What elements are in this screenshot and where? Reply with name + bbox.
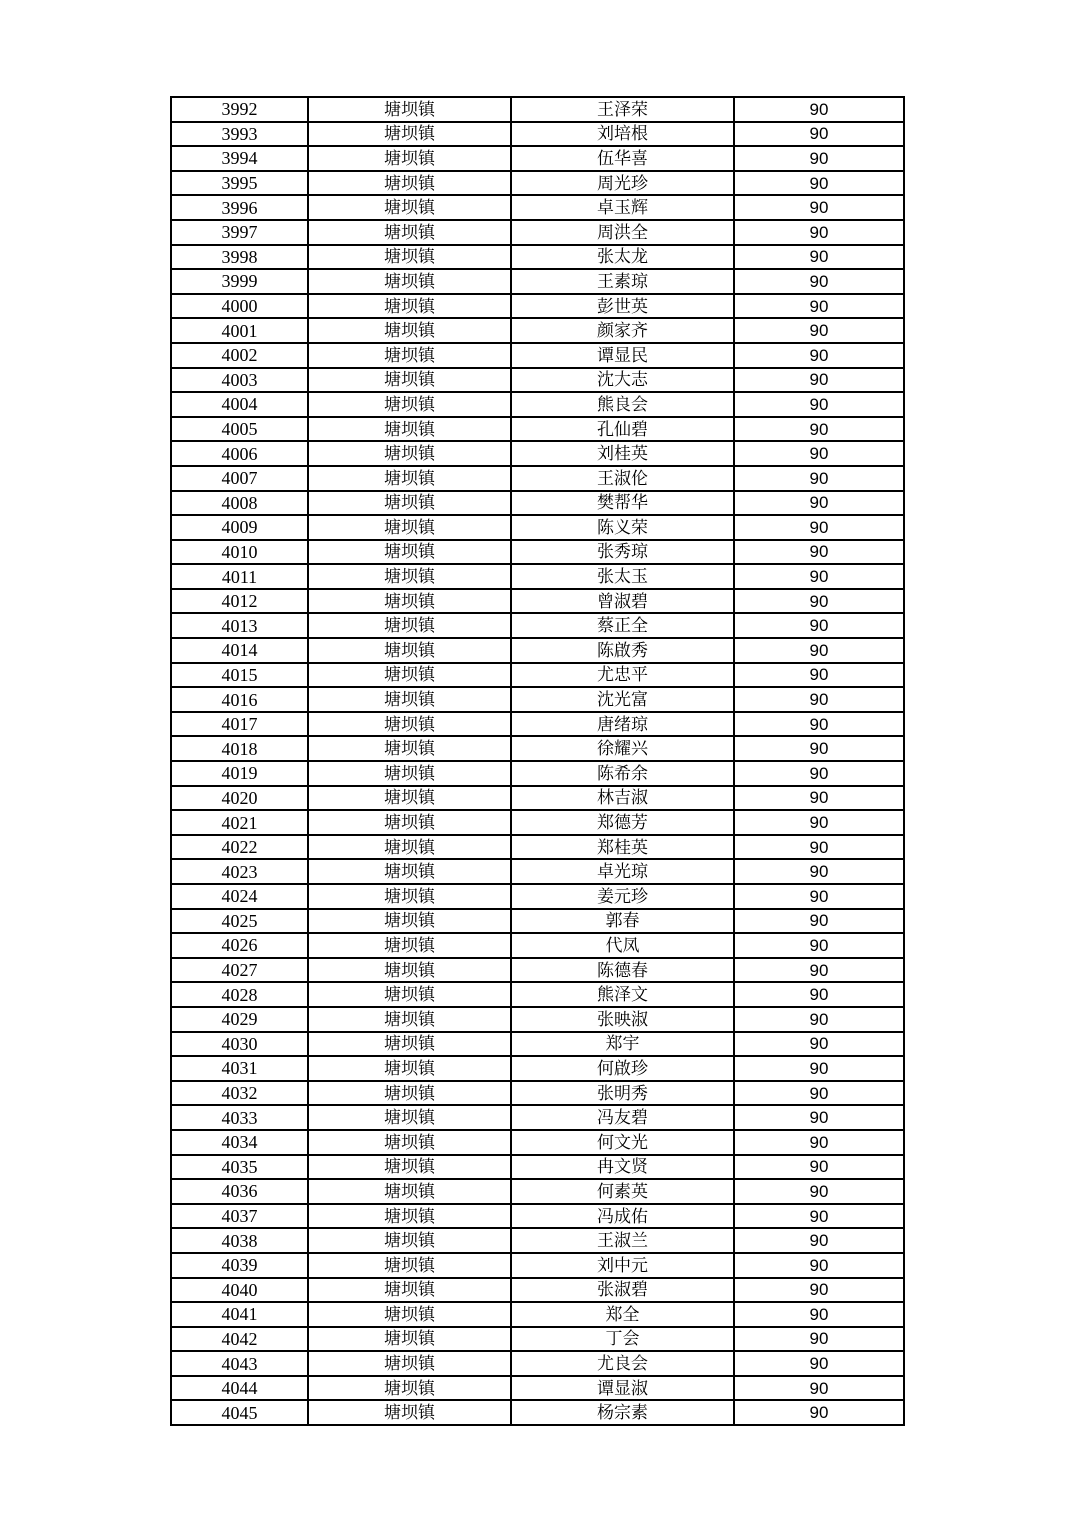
table-row (171, 1302, 904, 1327)
cell-name: 曾淑碧 (511, 589, 734, 614)
cell-serial: 4003 (171, 368, 308, 393)
cell-score: 90 (734, 515, 904, 540)
cell-name: 刘培根 (511, 122, 734, 147)
cell-serial: 3999 (171, 269, 308, 294)
cell-score: 90 (734, 638, 904, 663)
table-row (171, 835, 904, 860)
cell-score: 90 (734, 884, 904, 909)
cell-serial: 4020 (171, 786, 308, 811)
cell-name: 张明秀 (511, 1081, 734, 1106)
cell-name: 谭显民 (511, 343, 734, 368)
cell-serial: 3997 (171, 220, 308, 245)
cell-serial: 4014 (171, 638, 308, 663)
cell-name: 周洪全 (511, 220, 734, 245)
table-row (171, 269, 904, 294)
cell-score: 90 (734, 1179, 904, 1204)
cell-name: 郑桂英 (511, 835, 734, 860)
cell-score: 90 (734, 1081, 904, 1106)
table-row (171, 884, 904, 909)
cell-name: 陈希余 (511, 761, 734, 786)
cell-serial: 4033 (171, 1105, 308, 1130)
cell-town: 塘坝镇 (308, 589, 511, 614)
cell-serial: 4036 (171, 1179, 308, 1204)
cell-score: 90 (734, 294, 904, 319)
cell-serial: 4045 (171, 1400, 308, 1425)
cell-town: 塘坝镇 (308, 1204, 511, 1229)
cell-serial: 4029 (171, 1007, 308, 1032)
cell-town: 塘坝镇 (308, 1302, 511, 1327)
table-row (171, 1228, 904, 1253)
cell-name: 蔡正全 (511, 613, 734, 638)
cell-town: 塘坝镇 (308, 491, 511, 516)
cell-name: 张太龙 (511, 245, 734, 270)
cell-serial: 4009 (171, 515, 308, 540)
cell-score: 90 (734, 810, 904, 835)
cell-name: 陈啟秀 (511, 638, 734, 663)
table-row (171, 909, 904, 934)
cell-serial: 4032 (171, 1081, 308, 1106)
cell-town: 塘坝镇 (308, 663, 511, 688)
table-row (171, 1327, 904, 1352)
cell-name: 卓光琼 (511, 859, 734, 884)
cell-score: 90 (734, 786, 904, 811)
table-row (171, 687, 904, 712)
cell-town: 塘坝镇 (308, 982, 511, 1007)
cell-name: 彭世英 (511, 294, 734, 319)
cell-serial: 4026 (171, 933, 308, 958)
cell-score: 90 (734, 1155, 904, 1180)
cell-town: 塘坝镇 (308, 835, 511, 860)
cell-town: 塘坝镇 (308, 392, 511, 417)
cell-town: 塘坝镇 (308, 786, 511, 811)
cell-serial: 4017 (171, 712, 308, 737)
cell-serial: 4008 (171, 491, 308, 516)
cell-serial: 4019 (171, 761, 308, 786)
cell-score: 90 (734, 318, 904, 343)
cell-town: 塘坝镇 (308, 859, 511, 884)
cell-name: 张秀琼 (511, 540, 734, 565)
cell-serial: 4002 (171, 343, 308, 368)
cell-serial: 4001 (171, 318, 308, 343)
table-row (171, 491, 904, 516)
table-row (171, 540, 904, 565)
table-row (171, 392, 904, 417)
cell-score: 90 (734, 1302, 904, 1327)
cell-name: 郑全 (511, 1302, 734, 1327)
cell-name: 张映淑 (511, 1007, 734, 1032)
cell-score: 90 (734, 613, 904, 638)
cell-score: 90 (734, 269, 904, 294)
cell-score: 90 (734, 958, 904, 983)
cell-name: 尤忠平 (511, 663, 734, 688)
table-row (171, 441, 904, 466)
cell-serial: 4038 (171, 1228, 308, 1253)
cell-score: 90 (734, 1032, 904, 1057)
cell-town: 塘坝镇 (308, 638, 511, 663)
table-row (171, 1351, 904, 1376)
table-row (171, 195, 904, 220)
table-row (171, 1007, 904, 1032)
cell-town: 塘坝镇 (308, 1179, 511, 1204)
table-row (171, 368, 904, 393)
table-row (171, 294, 904, 319)
cell-serial: 4025 (171, 909, 308, 934)
cell-town: 塘坝镇 (308, 146, 511, 171)
cell-town: 塘坝镇 (308, 712, 511, 737)
cell-serial: 4018 (171, 736, 308, 761)
cell-score: 90 (734, 933, 904, 958)
cell-name: 周光珍 (511, 171, 734, 196)
cell-name: 谭显淑 (511, 1376, 734, 1401)
cell-score: 90 (734, 1130, 904, 1155)
cell-town: 塘坝镇 (308, 368, 511, 393)
cell-name: 刘中元 (511, 1253, 734, 1278)
cell-town: 塘坝镇 (308, 269, 511, 294)
cell-town: 塘坝镇 (308, 1351, 511, 1376)
cell-town: 塘坝镇 (308, 1105, 511, 1130)
table-row (171, 1056, 904, 1081)
cell-name: 杨宗素 (511, 1400, 734, 1425)
cell-score: 90 (734, 1278, 904, 1303)
table-row (171, 1376, 904, 1401)
cell-serial: 4028 (171, 982, 308, 1007)
table-row (171, 1032, 904, 1057)
cell-name: 林吉淑 (511, 786, 734, 811)
cell-town: 塘坝镇 (308, 318, 511, 343)
cell-town: 塘坝镇 (308, 540, 511, 565)
cell-serial: 3992 (171, 97, 308, 122)
cell-score: 90 (734, 491, 904, 516)
cell-score: 90 (734, 122, 904, 147)
cell-name: 王泽荣 (511, 97, 734, 122)
cell-name: 王淑兰 (511, 1228, 734, 1253)
table-row (171, 1155, 904, 1180)
cell-score: 90 (734, 982, 904, 1007)
cell-name: 张淑碧 (511, 1278, 734, 1303)
cell-name: 刘桂英 (511, 441, 734, 466)
table-row (171, 786, 904, 811)
table-row (171, 613, 904, 638)
cell-town: 塘坝镇 (308, 761, 511, 786)
cell-score: 90 (734, 146, 904, 171)
cell-name: 沈大志 (511, 368, 734, 393)
cell-name: 何文光 (511, 1130, 734, 1155)
cell-town: 塘坝镇 (308, 1007, 511, 1032)
cell-town: 塘坝镇 (308, 958, 511, 983)
cell-serial: 4016 (171, 687, 308, 712)
table-row (171, 712, 904, 737)
cell-name: 陈义荣 (511, 515, 734, 540)
cell-score: 90 (734, 441, 904, 466)
cell-name: 姜元珍 (511, 884, 734, 909)
cell-town: 塘坝镇 (308, 564, 511, 589)
table-row (171, 982, 904, 1007)
table-row (171, 736, 904, 761)
cell-serial: 4024 (171, 884, 308, 909)
cell-name: 何啟珍 (511, 1056, 734, 1081)
cell-town: 塘坝镇 (308, 1155, 511, 1180)
cell-score: 90 (734, 97, 904, 122)
cell-score: 90 (734, 417, 904, 442)
cell-score: 90 (734, 859, 904, 884)
cell-score: 90 (734, 564, 904, 589)
table-row (171, 1130, 904, 1155)
table-row (171, 810, 904, 835)
table-row (171, 564, 904, 589)
cell-town: 塘坝镇 (308, 195, 511, 220)
cell-serial: 4022 (171, 835, 308, 860)
cell-serial: 4004 (171, 392, 308, 417)
cell-town: 塘坝镇 (308, 417, 511, 442)
cell-serial: 3998 (171, 245, 308, 270)
cell-name: 代凤 (511, 933, 734, 958)
cell-serial: 4010 (171, 540, 308, 565)
cell-serial: 4034 (171, 1130, 308, 1155)
roster-table (170, 96, 905, 1426)
table-row (171, 171, 904, 196)
table-row (171, 761, 904, 786)
cell-serial: 4044 (171, 1376, 308, 1401)
cell-score: 90 (734, 1253, 904, 1278)
cell-town: 塘坝镇 (308, 515, 511, 540)
cell-town: 塘坝镇 (308, 810, 511, 835)
table-row (171, 515, 904, 540)
cell-score: 90 (734, 835, 904, 860)
table-row (171, 245, 904, 270)
table-row (171, 933, 904, 958)
cell-score: 90 (734, 171, 904, 196)
cell-serial: 4000 (171, 294, 308, 319)
cell-serial: 3994 (171, 146, 308, 171)
cell-name: 何素英 (511, 1179, 734, 1204)
cell-name: 熊良会 (511, 392, 734, 417)
cell-score: 90 (734, 909, 904, 934)
cell-town: 塘坝镇 (308, 1400, 511, 1425)
cell-town: 塘坝镇 (308, 245, 511, 270)
cell-name: 郑德芳 (511, 810, 734, 835)
cell-name: 樊帮华 (511, 491, 734, 516)
cell-town: 塘坝镇 (308, 122, 511, 147)
cell-score: 90 (734, 195, 904, 220)
table-row (171, 1400, 904, 1425)
cell-town: 塘坝镇 (308, 884, 511, 909)
cell-serial: 4037 (171, 1204, 308, 1229)
cell-score: 90 (734, 343, 904, 368)
cell-score: 90 (734, 1376, 904, 1401)
table-row (171, 663, 904, 688)
cell-name: 唐绪琼 (511, 712, 734, 737)
cell-score: 90 (734, 220, 904, 245)
cell-town: 塘坝镇 (308, 294, 511, 319)
cell-serial: 4027 (171, 958, 308, 983)
cell-name: 郭春 (511, 909, 734, 934)
table-row (171, 220, 904, 245)
cell-serial: 4005 (171, 417, 308, 442)
cell-score: 90 (734, 1204, 904, 1229)
cell-serial: 4043 (171, 1351, 308, 1376)
cell-name: 张太玉 (511, 564, 734, 589)
cell-serial: 4015 (171, 663, 308, 688)
cell-score: 90 (734, 1351, 904, 1376)
cell-name: 伍华喜 (511, 146, 734, 171)
table-row (171, 859, 904, 884)
table-row (171, 146, 904, 171)
cell-score: 90 (734, 368, 904, 393)
cell-serial: 3996 (171, 195, 308, 220)
table-row (171, 1105, 904, 1130)
cell-name: 冉文贤 (511, 1155, 734, 1180)
cell-town: 塘坝镇 (308, 1253, 511, 1278)
cell-score: 90 (734, 712, 904, 737)
cell-score: 90 (734, 663, 904, 688)
cell-name: 郑宇 (511, 1032, 734, 1057)
cell-serial: 4039 (171, 1253, 308, 1278)
table-row (171, 122, 904, 147)
cell-serial: 3993 (171, 122, 308, 147)
cell-serial: 4031 (171, 1056, 308, 1081)
cell-town: 塘坝镇 (308, 687, 511, 712)
table-row (171, 417, 904, 442)
cell-serial: 4012 (171, 589, 308, 614)
cell-serial: 4021 (171, 810, 308, 835)
cell-name: 孔仙碧 (511, 417, 734, 442)
cell-name: 尤良会 (511, 1351, 734, 1376)
cell-town: 塘坝镇 (308, 1228, 511, 1253)
cell-name: 卓玉辉 (511, 195, 734, 220)
cell-score: 90 (734, 589, 904, 614)
table-row (171, 466, 904, 491)
table-row (171, 589, 904, 614)
cell-town: 塘坝镇 (308, 1081, 511, 1106)
cell-serial: 4011 (171, 564, 308, 589)
cell-town: 塘坝镇 (308, 97, 511, 122)
cell-score: 90 (734, 1400, 904, 1425)
cell-name: 丁会 (511, 1327, 734, 1352)
cell-name: 王素琼 (511, 269, 734, 294)
cell-town: 塘坝镇 (308, 441, 511, 466)
cell-serial: 4041 (171, 1302, 308, 1327)
cell-score: 90 (734, 736, 904, 761)
table-row (171, 343, 904, 368)
cell-serial: 4035 (171, 1155, 308, 1180)
cell-town: 塘坝镇 (308, 220, 511, 245)
cell-town: 塘坝镇 (308, 171, 511, 196)
cell-serial: 4023 (171, 859, 308, 884)
cell-name: 徐耀兴 (511, 736, 734, 761)
cell-score: 90 (734, 1327, 904, 1352)
cell-score: 90 (734, 761, 904, 786)
cell-town: 塘坝镇 (308, 736, 511, 761)
cell-score: 90 (734, 540, 904, 565)
cell-score: 90 (734, 245, 904, 270)
table-row (171, 1253, 904, 1278)
cell-name: 王淑伦 (511, 466, 734, 491)
cell-town: 塘坝镇 (308, 909, 511, 934)
cell-score: 90 (734, 687, 904, 712)
table-row (171, 1081, 904, 1106)
table-row (171, 1179, 904, 1204)
cell-serial: 4042 (171, 1327, 308, 1352)
cell-score: 90 (734, 1228, 904, 1253)
cell-town: 塘坝镇 (308, 1327, 511, 1352)
cell-town: 塘坝镇 (308, 613, 511, 638)
cell-score: 90 (734, 1007, 904, 1032)
cell-name: 沈光富 (511, 687, 734, 712)
cell-serial: 3995 (171, 171, 308, 196)
cell-town: 塘坝镇 (308, 1278, 511, 1303)
table-row (171, 1204, 904, 1229)
cell-score: 90 (734, 1056, 904, 1081)
cell-score: 90 (734, 1105, 904, 1130)
cell-score: 90 (734, 466, 904, 491)
cell-name: 冯友碧 (511, 1105, 734, 1130)
cell-name: 冯成佑 (511, 1204, 734, 1229)
table-body (171, 97, 904, 1425)
cell-town: 塘坝镇 (308, 1032, 511, 1057)
cell-serial: 4007 (171, 466, 308, 491)
cell-town: 塘坝镇 (308, 933, 511, 958)
table-row (171, 638, 904, 663)
cell-serial: 4006 (171, 441, 308, 466)
cell-name: 陈德春 (511, 958, 734, 983)
cell-serial: 4030 (171, 1032, 308, 1057)
cell-serial: 4040 (171, 1278, 308, 1303)
cell-town: 塘坝镇 (308, 343, 511, 368)
table-row (171, 958, 904, 983)
cell-name: 颜家齐 (511, 318, 734, 343)
cell-serial: 4013 (171, 613, 308, 638)
table-row (171, 97, 904, 122)
cell-name: 熊泽文 (511, 982, 734, 1007)
table-row (171, 318, 904, 343)
table-row (171, 1278, 904, 1303)
cell-score: 90 (734, 392, 904, 417)
cell-town: 塘坝镇 (308, 1130, 511, 1155)
cell-town: 塘坝镇 (308, 1056, 511, 1081)
cell-town: 塘坝镇 (308, 1376, 511, 1401)
cell-town: 塘坝镇 (308, 466, 511, 491)
